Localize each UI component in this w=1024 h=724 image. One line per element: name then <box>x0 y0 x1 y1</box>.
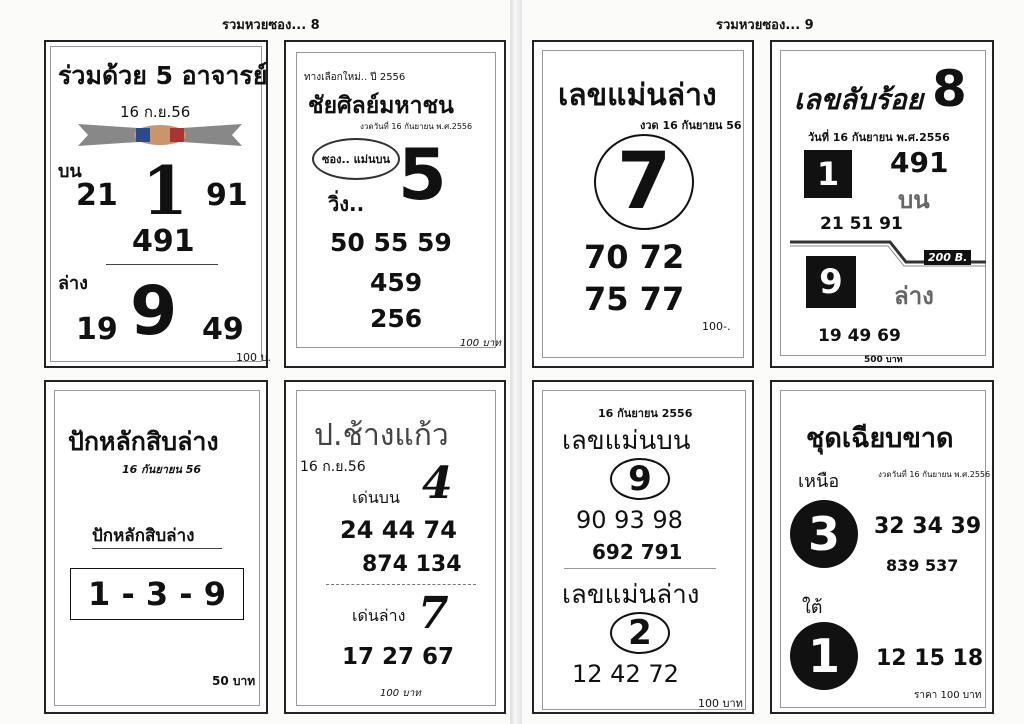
handshake-banner-icon <box>78 120 242 154</box>
card7-date: 16 กันยายน 2556 <box>598 407 693 420</box>
card7-upper-main: 9 <box>610 458 670 500</box>
card1-upper-left: 21 <box>76 178 118 213</box>
card8-date: งวดวันที่ 16 กันยายน พ.ศ.2556 <box>878 470 991 479</box>
card1-lower-main: 9 <box>130 272 178 351</box>
card4-upper-row: 21 51 91 <box>820 214 903 234</box>
card3-main: 7 <box>594 134 694 230</box>
card3-title: เลขแม่นล่าง <box>558 78 717 113</box>
card5-price: 50 บาท <box>212 674 256 688</box>
card7-lower-row: 12 42 72 <box>572 660 679 688</box>
card-ruam-duay-5-ajarn <box>44 40 271 368</box>
card2-pairs: 50 55 59 <box>330 228 452 257</box>
card4-lower-main: 9 <box>806 256 856 308</box>
card5-numbers: 1 - 3 - 9 <box>70 568 244 620</box>
card8-upper-main: 3 <box>790 500 858 568</box>
card3-price: 100-. <box>702 320 731 333</box>
card2-triple1: 459 <box>370 268 423 297</box>
card1-upper-label: บน <box>58 161 82 182</box>
card3-row1: 70 72 <box>584 238 685 276</box>
card7-upper-row: 90 93 98 <box>576 506 683 534</box>
card4-tag: 200 B. <box>924 250 971 265</box>
card5-date: 16 กันยายน 56 <box>122 463 202 476</box>
card4-upper-main: 1 <box>804 150 852 198</box>
card1-lower-label: ล่าง <box>58 273 88 294</box>
card1-price: 100 บ. <box>236 351 271 364</box>
right-page-header: รวมหวยซอง... 9 <box>716 18 814 33</box>
card8-lower-main: 1 <box>790 622 858 690</box>
card8-lower-label: ใต้ <box>802 597 823 618</box>
card1-lower-right: 49 <box>202 312 244 347</box>
card4-lower-row: 19 49 69 <box>818 326 901 346</box>
card2-run-label: วิ่ง.. <box>328 192 365 216</box>
card6-lower-label: เด่นล่าง <box>352 606 406 625</box>
card6-date: 16 ก.ย.56 <box>300 459 366 475</box>
card-lek-maen-bon-lang <box>532 380 754 714</box>
card6-price: 100 บาท <box>380 688 421 699</box>
card1-title: ร่วมด้วย 5 อาจารย์ <box>58 61 268 90</box>
card6-lower-row: 17 27 67 <box>342 644 455 670</box>
card3-date: งวด 16 กันยายน 56 <box>640 119 742 132</box>
card4-price: 500 บาท <box>864 355 903 365</box>
card2-header: ทางเลือกใหม่.. ปี 2556 <box>304 72 406 83</box>
card5-title: ปักหลักสิบล่าง <box>68 427 219 456</box>
card7-lower-main: 2 <box>610 612 670 654</box>
card-po-chang-kaew <box>284 380 506 714</box>
card2-title: ชัยศิลย์มหาชน <box>308 93 454 119</box>
card4-lower-label: ล่าง <box>894 282 934 310</box>
card7-upper-triples: 692 791 <box>592 540 683 564</box>
card1-upper-right: 91 <box>206 178 248 213</box>
card1-triple: 491 <box>132 224 195 259</box>
card1-date: 16 ก.ย.56 <box>120 103 191 121</box>
card2-bubble: ซอง.. แม่นบน <box>312 138 400 180</box>
card2-date: งวดวันที่ 16 กันยายน พ.ศ.2556 <box>360 122 473 131</box>
card7-price: 100 บาท <box>698 697 743 710</box>
card4-upper-label: บน <box>898 186 930 214</box>
card2-main: 5 <box>398 134 447 216</box>
left-page-header: รวมหวยซอง... 8 <box>222 18 320 33</box>
card2-price: 100 บาท <box>460 338 501 349</box>
card4-date: วันที่ 16 กันยายน พ.ศ.2556 <box>808 131 950 144</box>
card5-subtitle: ปักหลักสิบล่าง <box>92 526 195 546</box>
card-lek-maen-lang <box>532 40 754 368</box>
card8-upper-label: เหนือ <box>798 471 840 492</box>
card8-upper-triples: 839 537 <box>886 556 959 575</box>
card6-upper-main: 4 <box>422 458 453 509</box>
card4-upper-triple: 491 <box>890 146 949 179</box>
card6-upper-triples: 874 134 <box>362 552 462 577</box>
card6-lower-main: 7 <box>418 588 449 639</box>
card-pak-lak-sip-lang <box>44 380 268 714</box>
card4-title-num: 8 <box>932 60 967 118</box>
card-lek-lap-roi-8 <box>770 40 994 368</box>
page-spine <box>510 0 522 724</box>
card1-upper-main: 1 <box>142 152 188 230</box>
card8-upper-row: 32 34 39 <box>874 514 982 539</box>
card8-price: ราคา 100 บาท <box>914 690 982 701</box>
card2-triple2: 256 <box>370 304 423 333</box>
card4-title: เลขลับร้อย <box>794 83 924 116</box>
card6-upper-row: 24 44 74 <box>340 516 457 544</box>
card-chaisin-mahachon <box>284 40 506 368</box>
card6-title: ป.ช้างแก้ว <box>314 418 449 453</box>
card8-lower-row: 12 15 18 <box>876 646 984 671</box>
card1-lower-left: 19 <box>76 312 118 347</box>
card7-title-upper: เลขแม่นบน <box>562 426 691 456</box>
card-chut-chiap-khat <box>770 380 994 714</box>
card3-row2: 75 77 <box>584 280 685 318</box>
card8-title: ชุดเฉียบขาด <box>806 423 954 454</box>
card6-upper-label: เด่นบน <box>352 488 400 507</box>
card7-title-lower: เลขแม่นล่าง <box>562 580 700 610</box>
